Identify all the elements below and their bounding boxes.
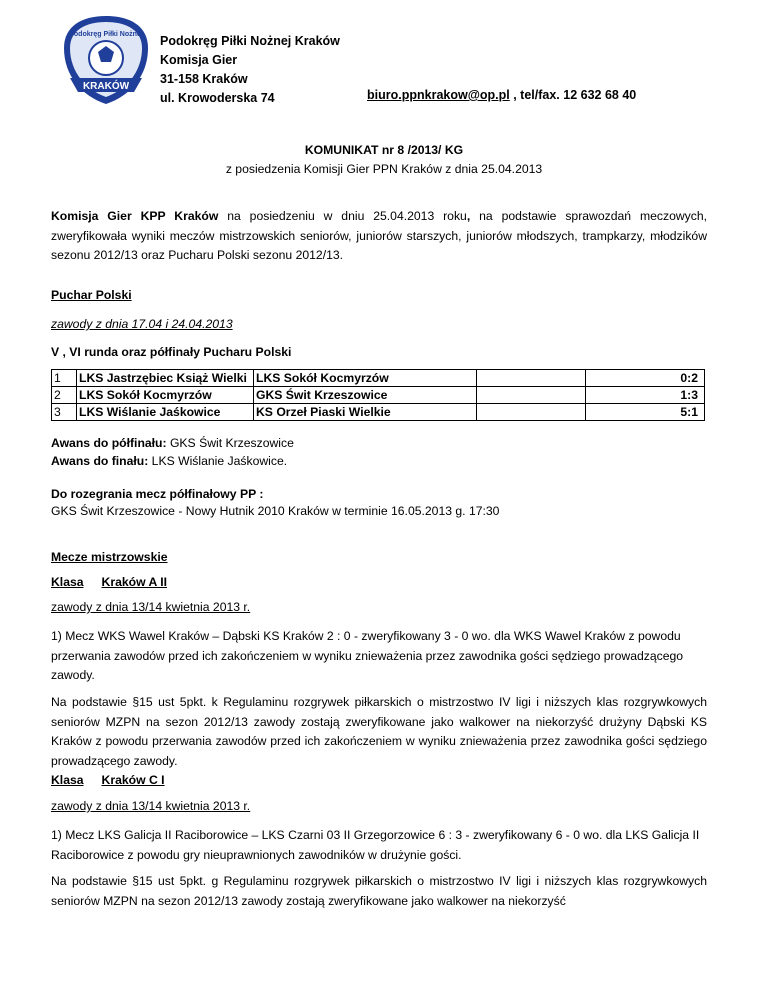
pending-match-text: GKS Świt Krzeszowice - Nowy Hutnik 2010 Kraków w terminie 16.05.2013 g. 17:30 [51, 504, 500, 518]
league-heading: Mecze mistrzowskie [51, 550, 168, 564]
final-label: Awans do finału: [51, 454, 149, 468]
logo-text-top: Podokręg Piłki Nożnej [69, 31, 143, 38]
home-team: LKS Jastrzębiec Książ Wielki [77, 370, 254, 387]
phone-fax: , tel/fax. 12 632 68 40 [509, 88, 637, 102]
klasa-ruling-a2: Na podstawie §15 ust 5pkt. k Regulaminu rozgrywek piłkarskich o mistrzostwo IV ligi i niższych klas rozgrywkowych seniorów MZPN na sezon 2012/13 zawody zostają zweryfikowane jako walkower na niekorzyść drużyny Dąbski KS Kraków z powodu przerwania zawodów przed ich zakończeniem w wyniku znieważenia przez zawodnika gości sędziego prowadzącego zawody. [51, 695, 707, 768]
cup-dates: zawody z dnia 17.04 i 24.04.2013 [51, 317, 233, 331]
home-team: LKS Wiślanie Jaśkowice [77, 404, 254, 421]
document-title: KOMUNIKAT nr 8 /2013/ KG [304, 143, 464, 157]
match-score: 1:3 [586, 387, 705, 404]
klasa-heading-a2 [51, 573, 707, 593]
table-row [52, 387, 705, 404]
cup-round: V , VI runda oraz półfinały Pucharu Polski [51, 345, 292, 359]
intro-paragraph [51, 207, 707, 266]
final-advance [51, 452, 707, 472]
intro-lead: Komisja Gier KPP Kraków [51, 209, 219, 223]
cup-heading: Puchar Polski [51, 288, 132, 302]
klasa-word: Klasa [51, 773, 84, 787]
away-team: GKS Świt Krzeszowice [254, 387, 477, 404]
match-number: 3 [52, 404, 77, 421]
org-name: Podokręg Piłki Nożnej Kraków [160, 34, 340, 48]
pending-match-label: Do rozegrania mecz półfinałowy PP : [51, 487, 264, 501]
organization-logo [60, 14, 152, 106]
logo-text-bottom: KRAKÓW [82, 81, 130, 92]
semifinal-advance [51, 434, 707, 454]
final-team: LKS Wiślanie Jaśkowice. [148, 454, 288, 468]
org-postcode: 31-158 Kraków [160, 72, 248, 86]
klasa-name: Kraków A II [101, 575, 167, 589]
klasa-ruling-c1: Na podstawie §15 ust 5pkt. g Regulaminu rozgrywek piłkarskich o mistrzostwo IV ligi i niższych klas rozgrywkowych seniorów MZPN na sezon 2012/13 zawody zostają zweryfikowane jako walkower na niekorzyść [51, 874, 707, 908]
match-score: 5:1 [586, 404, 705, 421]
klasa-name: Kraków C I [101, 773, 165, 787]
away-team: KS Orzeł Piaski Wielkie [254, 404, 477, 421]
match-number: 1 [52, 370, 77, 387]
match-number: 2 [52, 387, 77, 404]
home-team: LKS Sokół Kocmyrzów [77, 387, 254, 404]
empty-cell [477, 404, 586, 421]
semifinal-team: GKS Świt Krzeszowice [166, 436, 294, 450]
klasa-dates-c1: zawody z dnia 13/14 kwietnia 2013 r. [51, 799, 251, 813]
klasa-match-c1: 1) Mecz LKS Galicja II Raciborowice – LKS Czarni 03 II Grzegorzowice 6 : 3 - zweryfikowany 6 - 0 wo. dla LKS Galicja II Raciborowice z powodu gry nieuprawnionych zawodników w drużynie gości. [51, 828, 700, 862]
cup-results-table [51, 369, 705, 421]
document-subtitle: z posiedzenia Komisji Gier PPN Kraków z dnia 25.04.2013 [225, 162, 543, 176]
org-department: Komisja Gier [160, 53, 238, 67]
match-score: 0:2 [586, 370, 705, 387]
empty-cell [477, 387, 586, 404]
away-team: LKS Sokół Kocmyrzów [254, 370, 477, 387]
empty-cell [477, 370, 586, 387]
intro-text-b: na podstawie sprawozdań meczowych, zweryfikowała wyniki meczów mistrzowskich seniorów, juniorów starszych, juniorów młodszych, trampkarzy, młodzików sezonu 2012/13 oraz Pucharu Polski sezonu 2012/13. [51, 209, 707, 262]
intro-text-a: na posiedzeniu w dniu 25.04.2013 roku [218, 209, 467, 223]
org-address: ul. Krowoderska 74 [160, 91, 275, 105]
klasa-match-a2: 1) Mecz WKS Wawel Kraków – Dąbski KS Kraków 2 : 0 - zweryfikowany 3 - 0 wo. dla WKS Wawel Kraków z powodu przerwania zawodów przed ich zakończeniem w wyniku znieważenia przez zawodnika gości sędziego prowadzącego zawody. [51, 629, 684, 682]
klasa-heading-c1 [51, 771, 707, 791]
table-row [52, 370, 705, 387]
semifinal-label: Awans do półfinału: [51, 436, 167, 450]
table-row [52, 404, 705, 421]
klasa-dates-a2: zawody z dnia 13/14 kwietnia 2013 r. [51, 600, 251, 614]
intro-comma: , [466, 209, 471, 223]
logo-badge-icon [60, 14, 152, 106]
klasa-word: Klasa [51, 575, 84, 589]
email-link[interactable]: biuro.ppnkrakow@op.pl [367, 88, 510, 102]
contact-line [367, 88, 636, 102]
